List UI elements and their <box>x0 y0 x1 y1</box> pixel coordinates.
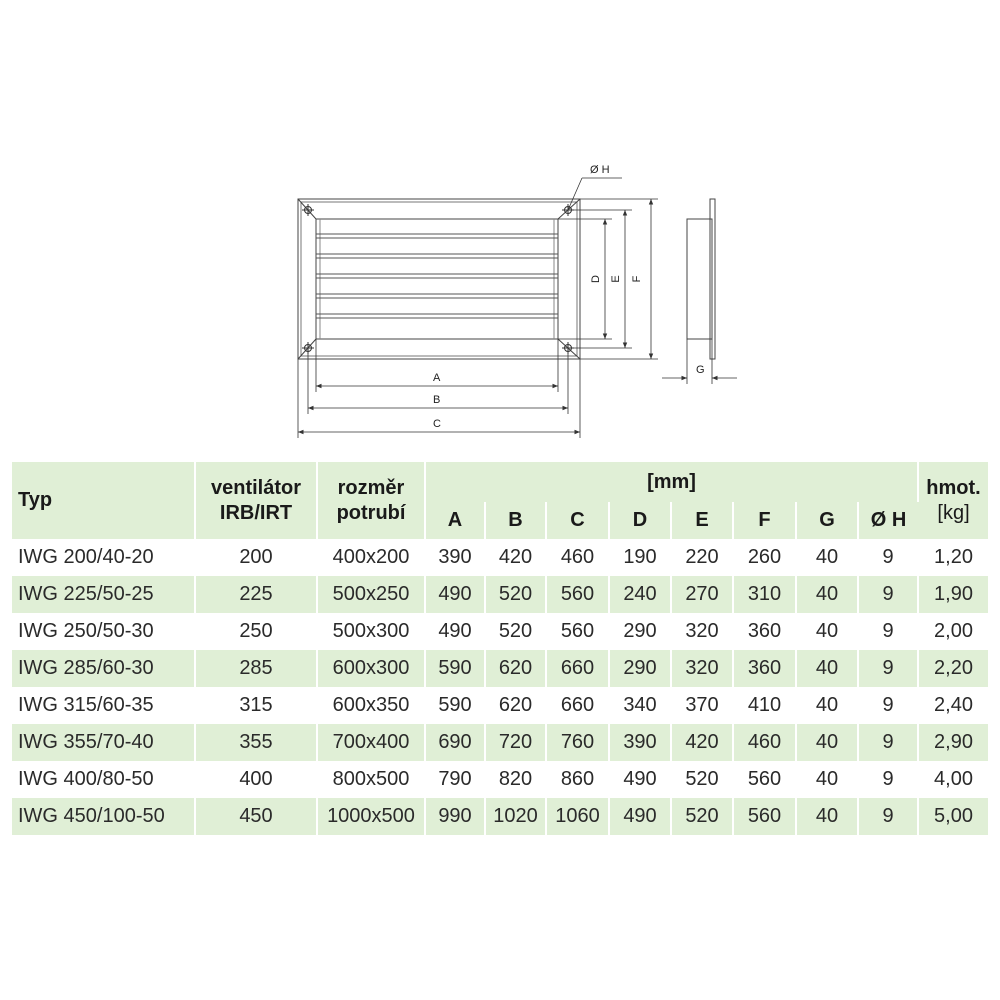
header-hmot-line1: hmot. <box>926 476 981 499</box>
dim-label-e: E <box>610 275 622 283</box>
cell-h: 9 <box>858 687 918 724</box>
cell-c: 860 <box>546 761 609 798</box>
cell-rozmer: 1000x500 <box>317 798 425 835</box>
header-rozmer <box>317 462 425 539</box>
cell-ventilator: 200 <box>195 539 317 576</box>
header-e: E <box>671 502 733 539</box>
cell-a: 390 <box>425 539 485 576</box>
cell-b: 820 <box>485 761 546 798</box>
cell-g: 40 <box>796 613 858 650</box>
cell-f: 410 <box>733 687 796 724</box>
dim-label-a: A <box>433 372 441 384</box>
cell-a: 590 <box>425 650 485 687</box>
header-rozmer-line1: rozměr <box>337 476 405 499</box>
cell-e: 370 <box>671 687 733 724</box>
cell-rozmer: 700x400 <box>317 724 425 761</box>
outer-frame <box>298 199 580 359</box>
cell-a: 990 <box>425 798 485 835</box>
cell-g: 40 <box>796 576 858 613</box>
mounting-holes <box>302 204 574 354</box>
cell-d: 190 <box>609 539 671 576</box>
header-d: D <box>609 502 671 539</box>
cell-f: 560 <box>733 761 796 798</box>
header-ventilator-line2: IRB/IRT <box>219 501 293 524</box>
cell-c: 760 <box>546 724 609 761</box>
cell-b: 720 <box>485 724 546 761</box>
cell-ventilator: 355 <box>195 724 317 761</box>
header-f: F <box>733 502 796 539</box>
cell-f: 560 <box>733 798 796 835</box>
cell-c: 560 <box>546 613 609 650</box>
grille-dimension-drawing <box>0 0 1000 460</box>
table-row <box>12 576 988 613</box>
cell-a: 790 <box>425 761 485 798</box>
cell-typ: IWG 225/50-25 <box>12 576 195 613</box>
dim-label-d: D <box>590 275 602 283</box>
cell-e: 520 <box>671 798 733 835</box>
cell-typ: IWG 200/40-20 <box>12 539 195 576</box>
cell-e: 320 <box>671 613 733 650</box>
header-h: Ø H <box>858 502 918 539</box>
dim-g <box>662 339 737 384</box>
table-body <box>12 539 988 835</box>
side-view <box>687 199 715 359</box>
cell-d: 290 <box>609 650 671 687</box>
cell-hmot: 2,90 <box>918 724 988 761</box>
cell-c: 660 <box>546 650 609 687</box>
header-ventilator-line1: ventilátor <box>210 476 302 499</box>
inner-opening <box>316 219 558 339</box>
cell-f: 460 <box>733 724 796 761</box>
dim-label-f: F <box>631 275 643 283</box>
table-row <box>12 724 988 761</box>
dim-label-g: G <box>696 364 705 376</box>
cell-hmot: 4,00 <box>934 768 973 790</box>
cell-c: 660 <box>546 687 609 724</box>
louver-blades <box>316 234 558 318</box>
cell-b: 620 <box>485 650 546 687</box>
specification-table <box>12 462 988 835</box>
cell-c: 560 <box>546 576 609 613</box>
table-row <box>12 613 988 650</box>
cell-b: 620 <box>485 687 546 724</box>
dim-d <box>558 219 612 339</box>
table-row <box>12 798 988 835</box>
header-ventilator <box>195 462 317 539</box>
cell-c: 1060 <box>546 798 609 835</box>
cell-d: 490 <box>609 761 671 798</box>
cell-hmot: 1,90 <box>918 576 988 613</box>
cell-b: 420 <box>485 539 546 576</box>
cell-h: 9 <box>858 539 918 576</box>
cell-g: 40 <box>796 650 858 687</box>
header-mm: [mm] <box>425 462 918 502</box>
cell-b: 520 <box>485 613 546 650</box>
cell-a: 490 <box>425 576 485 613</box>
cell-f: 360 <box>733 613 796 650</box>
cell-typ: IWG 250/50-30 <box>12 613 195 650</box>
cell-e: 270 <box>671 576 733 613</box>
dim-label-b: B <box>433 394 441 406</box>
cell-c: 460 <box>546 539 609 576</box>
cell-d: 340 <box>609 687 671 724</box>
cell-hmot: 5,00 <box>918 798 988 835</box>
table-row <box>12 687 988 724</box>
header-hmot <box>918 462 988 539</box>
cell-ventilator: 250 <box>195 613 317 650</box>
header-b: B <box>485 502 546 539</box>
cell-f: 310 <box>733 576 796 613</box>
cell-h: 9 <box>858 798 918 835</box>
front-view <box>298 199 580 359</box>
cell-h: 9 <box>858 613 918 650</box>
table-row <box>12 539 988 576</box>
header-c: C <box>546 502 609 539</box>
cell-b: 1020 <box>485 798 546 835</box>
cell-h: 9 <box>858 650 918 687</box>
dim-label-c: C <box>433 418 441 430</box>
cell-h: 9 <box>858 576 918 613</box>
cell-ventilator: 225 <box>195 576 317 613</box>
cell-g: 40 <box>796 724 858 761</box>
cell-g: 40 <box>796 539 858 576</box>
header-a: A <box>425 502 485 539</box>
dim-a <box>316 339 558 392</box>
cell-hmot: 2,20 <box>918 650 988 687</box>
cell-e: 420 <box>671 724 733 761</box>
cell-hmot: 2,40 <box>934 694 973 716</box>
cell-g: 40 <box>796 761 858 798</box>
cell-h: 9 <box>858 724 918 761</box>
cell-typ: IWG 355/70-40 <box>12 724 195 761</box>
header-hmot-line2: [kg] <box>937 501 970 524</box>
cell-ventilator: 400 <box>195 761 317 798</box>
cell-rozmer: 500x300 <box>317 613 425 650</box>
cell-rozmer: 600x300 <box>317 650 425 687</box>
cell-h: 9 <box>858 761 918 798</box>
cell-a: 690 <box>425 724 485 761</box>
cell-d: 290 <box>609 613 671 650</box>
cell-ventilator: 285 <box>195 650 317 687</box>
cell-typ: IWG 315/60-35 <box>12 687 195 724</box>
cell-ventilator: 315 <box>195 687 317 724</box>
cell-hmot: 1,20 <box>934 546 973 568</box>
cell-f: 360 <box>733 650 796 687</box>
cell-rozmer: 800x500 <box>317 761 425 798</box>
cell-b: 520 <box>485 576 546 613</box>
dim-e <box>572 210 632 348</box>
cell-g: 40 <box>796 687 858 724</box>
table-row <box>12 761 988 798</box>
header-g: G <box>796 502 858 539</box>
cell-d: 490 <box>609 798 671 835</box>
cell-typ: IWG 450/100-50 <box>12 798 195 835</box>
cell-d: 240 <box>609 576 671 613</box>
cell-typ: IWG 285/60-30 <box>12 650 195 687</box>
cell-ventilator: 450 <box>195 798 317 835</box>
dim-label-h: Ø H <box>590 164 610 176</box>
cell-g: 40 <box>796 798 858 835</box>
cell-f: 260 <box>733 539 796 576</box>
cell-a: 590 <box>425 687 485 724</box>
cell-rozmer: 600x350 <box>317 687 425 724</box>
cell-e: 520 <box>671 761 733 798</box>
table-header-row <box>12 462 988 502</box>
cell-hmot: 2,00 <box>934 620 973 642</box>
header-rozmer-line2: potrubí <box>336 501 406 524</box>
cell-e: 220 <box>671 539 733 576</box>
cell-typ: IWG 400/80-50 <box>12 761 195 798</box>
cell-rozmer: 500x250 <box>317 576 425 613</box>
header-typ: Typ <box>12 462 195 539</box>
cell-rozmer: 400x200 <box>317 539 425 576</box>
cell-d: 390 <box>609 724 671 761</box>
cell-a: 490 <box>425 613 485 650</box>
table-row <box>12 650 988 687</box>
cell-e: 320 <box>671 650 733 687</box>
